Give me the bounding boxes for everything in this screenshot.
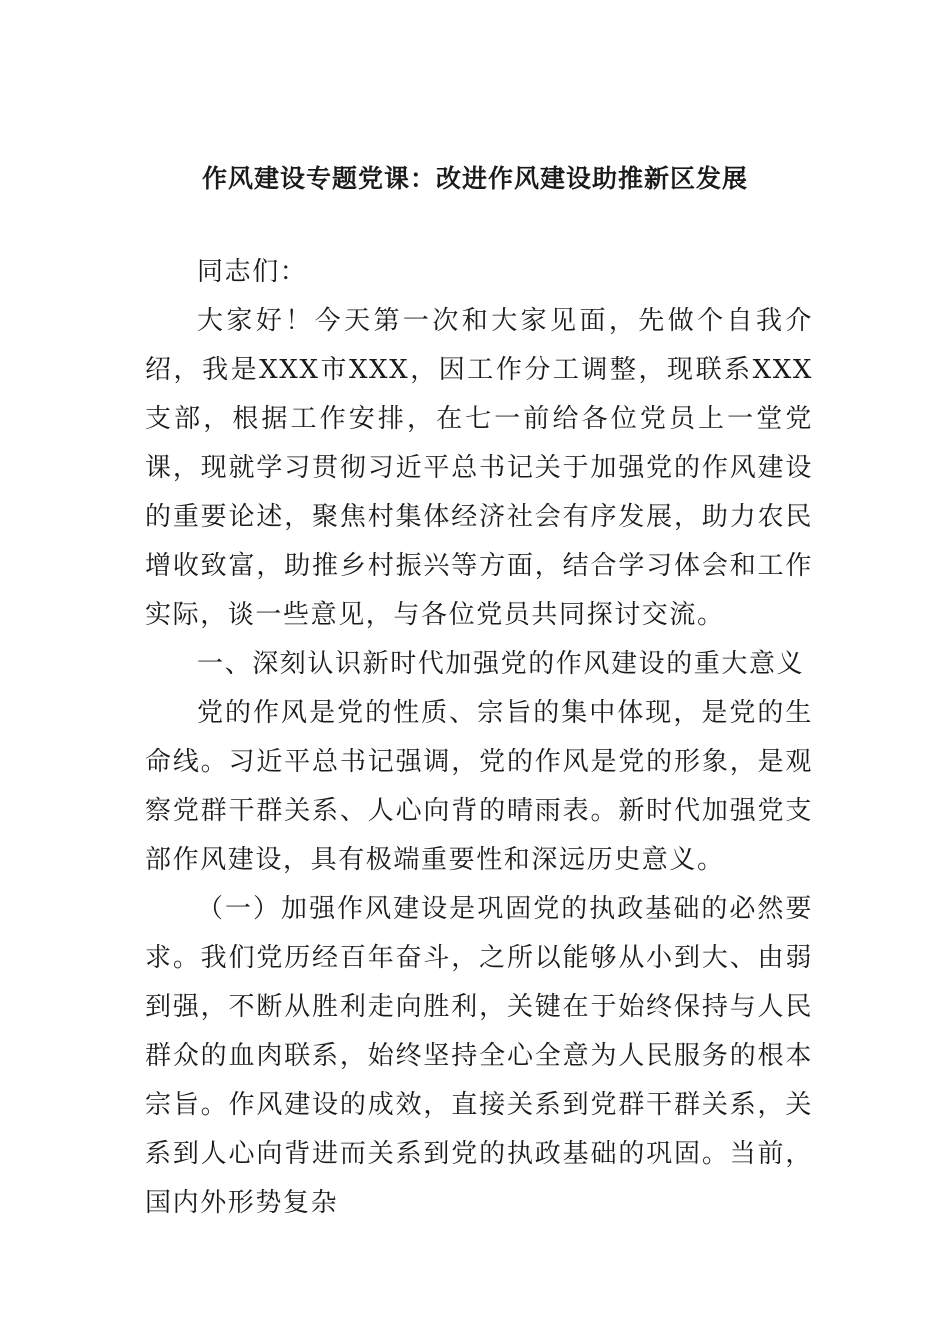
section-heading-1: 一、深刻认识新时代加强党的作风建设的重大意义 <box>197 649 805 679</box>
document-title: 作风建设专题党课：改进作风建设助推新区发展 <box>201 164 748 193</box>
salutation-paragraph: 同志们： <box>197 257 308 287</box>
section-1-paragraph: 党的作风是党的性质、宗旨的集中体现，是党的生命线。习近平总书记强调，党的作风是党的形象，是观察党群干群关系、人心向背的晴雨表。新时代加强党支部作风建设，具有极端重要性和深远历史意义。 <box>145 698 813 875</box>
document-body <box>145 248 813 1228</box>
intro-paragraph: 大家好！今天第一次和大家见面，先做个自我介绍，我是XXX市XXX，因工作分工调整，现联系XXX支部，根据工作安排，在七一前给各位党员上一堂党课，现就学习贯彻习近平总书记关于加强党的作风建设的重要论述，聚焦村集体经济社会有序发展，助力农民增收致富，助推乡村振兴等方面，结合学习体会和工作实际，谈一些意见，与各位党员共同探讨交流。 <box>145 306 813 630</box>
subsection-1-paragraph: （一）加强作风建设是巩固党的执政基础的必然要求。我们党历经百年奋斗，之所以能够从小到大、由弱到强，不断从胜利走向胜利，关键在于始终保持与人民群众的血肉联系，始终坚持全心全意为人民服务的根本宗旨。作风建设的成效，直接关系到党群干群关系，关系到人心向背进而关系到党的执政基础的巩固。当前，国内外形势复杂 <box>145 894 813 1218</box>
